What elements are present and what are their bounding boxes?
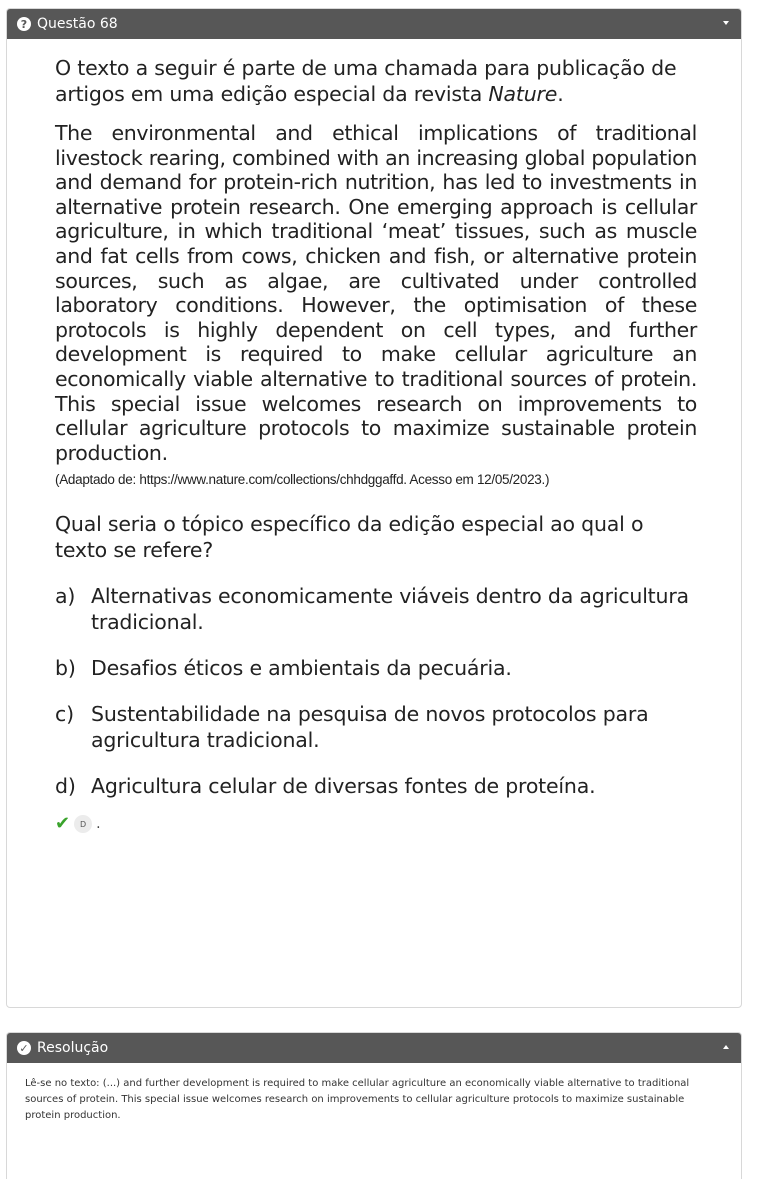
check-icon: ✔ — [55, 813, 71, 835]
option-c: c) Sustentabilidade na pesquisa de novos protocolos para agricultura tradicional. — [55, 702, 649, 753]
question-intro: O texto a seguir é parte de uma chamada para publicação de artigos em uma edição especial da revista Nature. — [55, 56, 677, 106]
option-d: d) Agricultura celular de diversas fontes de proteína. — [55, 774, 596, 799]
resolution-title: Resolução — [37, 1040, 109, 1056]
check-circle-icon: ✓ — [17, 1041, 31, 1055]
option-a: a) Alternativas economicamente viáveis dentro da agricultura tradicional. — [55, 584, 689, 635]
answer-badge: D — [74, 815, 92, 833]
source-citation: (Adaptado de: https://www.nature.com/collections/chhdggaffd. Acesso em 12/05/2023.) — [55, 472, 550, 488]
question-panel — [6, 8, 742, 1008]
resolution-panel-header[interactable] — [7, 1033, 741, 1063]
question-title: Questão 68 — [37, 16, 118, 32]
question-body — [55, 55, 697, 833]
chevron-down-icon[interactable] — [723, 21, 729, 25]
english-passage: The environmental and ethical implications of traditional livestock rearing, combined with an increasing global population and demand for protein-rich nutrition, has led to investments in alternative protein research. One emerging approach is cellular agriculture, in which traditional ‘meat’ tissues, such as muscle and fat cells from cows, chicken and fish, or alternative protein sources, such as algae, are cultivated under controlled laboratory conditions. However, the optimisation of these protocols is highly dependent on cell types, and further development is required to make cellular agriculture an economically viable alternative to traditional sources of protein. This special issue welcomes research on improvements to cellular agriculture protocols to maximize sustainable protein production. — [55, 121, 697, 465]
resolution-panel — [6, 1032, 742, 1179]
option-b: b) Desafios éticos e ambientais da pecuária. — [55, 656, 512, 681]
question-panel-header[interactable] — [7, 9, 741, 39]
resolution-text: Lê-se no texto: (...) and further development is required to make cellular agriculture an economically viable alternative to traditional sources of protein. This special issue welcomes research on improvements to cellular agriculture protocols to maximize sustainable protein production. — [25, 1078, 690, 1121]
question-prompt: Qual seria o tópico específico da edição especial ao qual o texto se refere? — [55, 512, 644, 563]
question-circle-icon: ? — [17, 17, 31, 31]
answer-row — [55, 815, 697, 833]
chevron-up-icon[interactable] — [723, 1045, 729, 1049]
answer-suffix: . — [96, 816, 101, 833]
options-list — [55, 583, 697, 799]
